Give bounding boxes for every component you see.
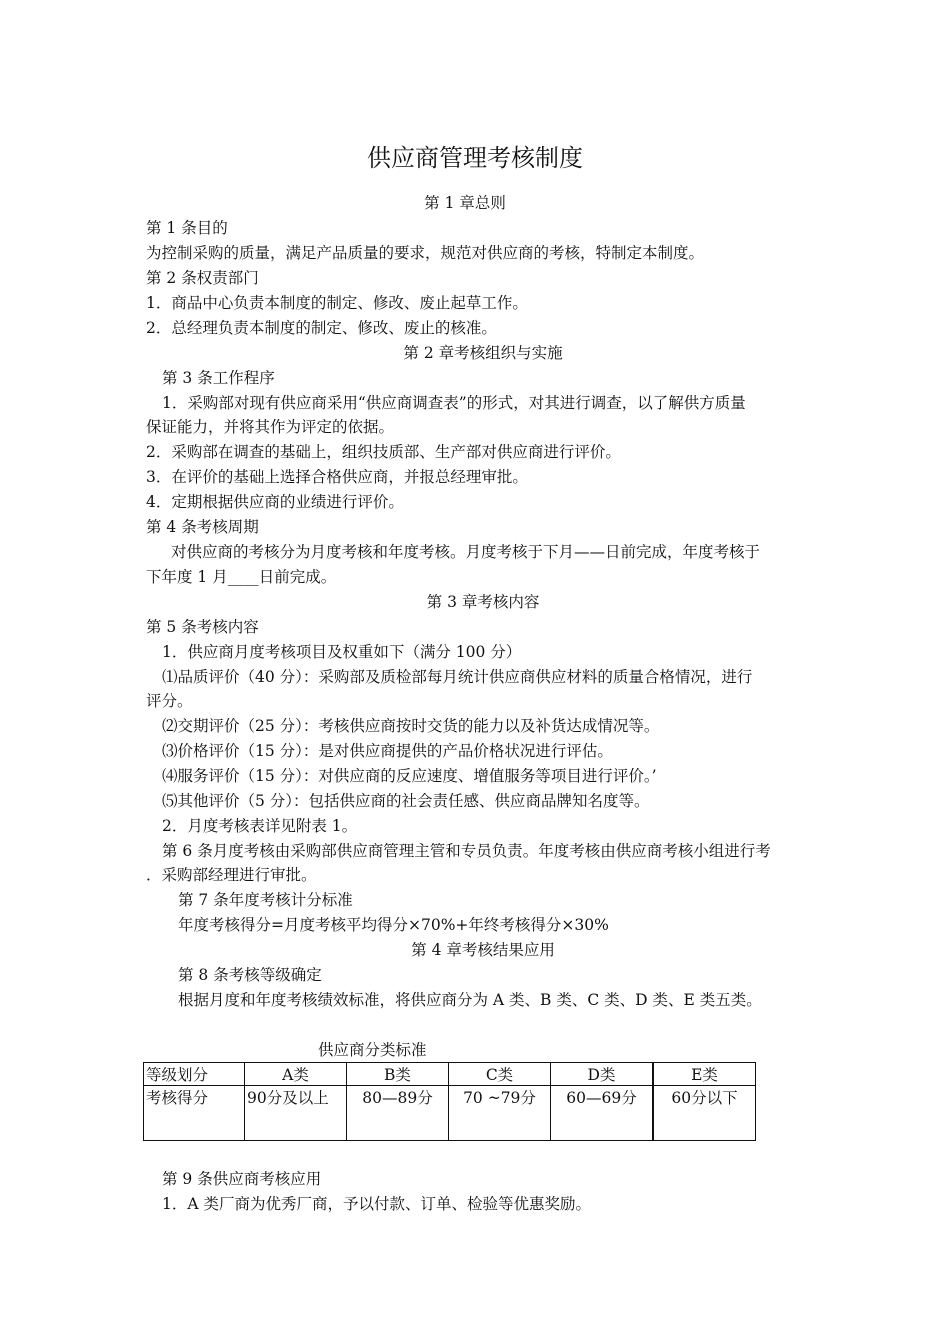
table-cell: 90分及以上 <box>245 1086 347 1141</box>
chapter-2-heading: 第 2 章考核组织与实施 <box>403 344 563 362</box>
article-6-line-2: ．采购部经理进行审批。 <box>146 866 317 884</box>
table-header-cell: D类 <box>551 1063 654 1086</box>
article-5-other: ⑸其他评价（5 分）：包括供应商的社会责任感、供应商品牌知名度等。 <box>162 792 650 810</box>
table-caption: 供应商分类标准 <box>318 1041 427 1059</box>
table-cell: 考核得分 <box>144 1086 245 1141</box>
table-cell: 60分以下 <box>653 1086 756 1141</box>
article-1-title: 第 1 条目的 <box>146 219 228 237</box>
table-header-cell: C类 <box>449 1063 551 1086</box>
supplier-classification-table <box>143 1062 756 1141</box>
article-3-item-1-line-1: 1．采购部对现有供应商采用“供应商调查表”的形式，对其进行调查，以了解供方质量 <box>162 394 746 412</box>
article-3-item-4: 4．定期根据供应商的业绩进行评价。 <box>146 493 404 511</box>
article-8-title: 第 8 条考核等级确定 <box>178 966 322 984</box>
article-2-item-1: 1．商品中心负责本制度的制定、修改、废止起草工作。 <box>146 294 528 312</box>
article-3-title: 第 3 条工作程序 <box>162 369 275 387</box>
article-4-title: 第 4 条考核周期 <box>146 518 259 536</box>
article-2-title: 第 2 条权责部门 <box>146 269 259 287</box>
article-5-delivery: ⑵交期评价（25 分）：考核供应商按时交货的能力以及补货达成情况等。 <box>162 717 660 735</box>
article-5-item-1: 1．供应商月度考核项目及权重如下（满分 100 分） <box>162 643 522 661</box>
article-6-line-1: 第 6 条月度考核由采购部供应商管理主管和专员负责。年度考核由供应商考核小组进行考 <box>162 842 771 860</box>
chapter-4-heading: 第 4 章考核结果应用 <box>411 941 555 959</box>
table-header-cell: E类 <box>653 1063 756 1086</box>
article-5-service: ⑷服务评价（15 分）：对供应商的反应速度、增值服务等项目进行评价。’ <box>162 767 657 785</box>
article-5-quality-line-1: ⑴品质评价（40 分）：采购部及质检部每月统计供应商供应材料的质量合格情况，进行 <box>162 668 753 686</box>
article-5-quality-line-2: 评分。 <box>146 692 193 710</box>
article-2-item-2: 2．总经理负责本制度的制定、修改、废止的核准。 <box>146 319 497 337</box>
table-header-cell: A类 <box>245 1063 347 1086</box>
article-5-item-2: 2．月度考核表详见附表 1。 <box>162 817 358 835</box>
article-8-text: 根据月度和年度考核绩效标准，将供应商分为 A 类、B 类、C 类、D 类、E 类五类。 <box>178 991 762 1009</box>
table-cell: 80—89分 <box>347 1086 449 1141</box>
article-9-item-1: 1．A 类厂商为优秀厂商，予以付款、订单、检验等优惠奖励。 <box>162 1195 591 1213</box>
article-3-item-3: 3．在评价的基础上选择合格供应商，并报总经理审批。 <box>146 468 528 486</box>
table-cell: 70 ~79分 <box>449 1086 551 1141</box>
chapter-1-heading: 第 1 章总则 <box>424 194 506 212</box>
article-4-line-2: 下年度 1 月____日前完成。 <box>146 568 337 586</box>
table-cell: 60—69分 <box>551 1086 654 1141</box>
table-header-cell: B类 <box>347 1063 449 1086</box>
article-1-text: 为控制采购的质量，满足产品质量的要求，规范对供应商的考核，特制定本制度。 <box>146 244 705 262</box>
article-7-title: 第 7 条年度考核计分标准 <box>178 891 353 909</box>
document-title: 供应商管理考核制度 <box>367 144 583 172</box>
article-5-title: 第 5 条考核内容 <box>146 618 259 636</box>
article-7-formula: 年度考核得分=月度考核平均得分×70%+年终考核得分×30% <box>178 916 609 934</box>
article-9-title: 第 9 条供应商考核应用 <box>162 1170 322 1188</box>
table-header-cell: 等级划分 <box>144 1063 245 1086</box>
chapter-3-heading: 第 3 章考核内容 <box>426 593 540 611</box>
article-3-item-1-line-2: 保证能力，并将其作为评定的依据。 <box>146 418 395 436</box>
article-3-item-2: 2．采购部在调查的基础上，组织技质部、生产部对供应商进行评价。 <box>146 443 621 461</box>
article-4-line-1: 对供应商的考核分为月度考核和年度考核。月度考核于下月——日前完成，年度考核于 <box>171 543 761 561</box>
table-header-row <box>144 1063 756 1086</box>
article-5-price: ⑶价格评价（15 分）：是对供应商提供的产品价格状况进行评估。 <box>162 742 613 760</box>
table-row <box>144 1086 756 1141</box>
